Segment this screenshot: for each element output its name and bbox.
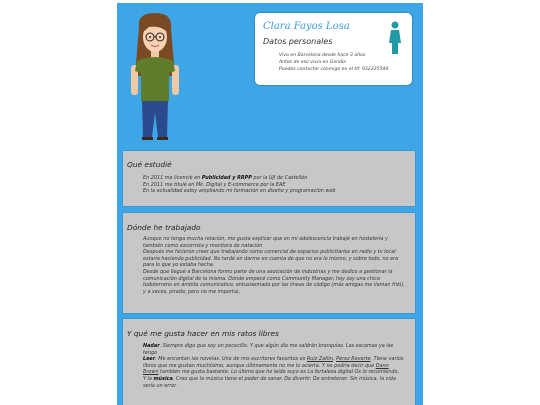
degree-name: Publicidad y RRPP [201, 175, 252, 181]
education-section [123, 151, 415, 206]
work-paragraph: Después me hicieron creer que trabajando como comercial de espacios publicitarios en radio y tv local estaría haciendo publicidad. No tardé en darme en cuenta de que no era lo mismo, y sobre todo, no era para lo que yo estaba hecha. [143, 249, 399, 269]
hobby-swim [143, 343, 405, 356]
work-section [123, 213, 415, 313]
avatar-illustration [123, 9, 187, 141]
hobbies-text [143, 343, 405, 389]
personal-line: Antes de eso vivía en Gandía [279, 59, 346, 65]
hobby-description: . Tiene varios libros que me gustan muchísimo, aunque últimamente no me lo acierta. Y no podría decir que [143, 356, 404, 369]
hobby-description: también me gusta bastante. Lo último que he leído suyo es La fortaleza digital Os lo recomiendo. [158, 369, 399, 376]
hobby-description: . Creo que la música tiene el poder de sanar. De divertir. De entretener. Sin música, la vida sería un error [143, 375, 396, 389]
education-title: Qué estudié [127, 160, 172, 169]
education-text [143, 175, 405, 195]
profile-page [117, 3, 423, 405]
education-line: En 2011 me titulé en Mk. Digital y E-commerce por la EAE [143, 181, 286, 188]
hobby-description: Y la [143, 375, 154, 382]
personal-data-title: Datos personales [263, 37, 333, 46]
author-link[interactable]: Ruiz Zafón [306, 356, 333, 363]
education-line [143, 175, 405, 182]
education-text-fragment: En 2011 me licencié en [143, 175, 202, 181]
hobby-description: . Siempre digo que soy un pececillo. Y que algún día me saldrán branquias. Las escamas ya las tengo [143, 343, 394, 356]
education-text-fragment: por la UJI de Castellón [251, 175, 308, 181]
hobbies-section [123, 319, 415, 405]
work-paragraph: Aunque no tenga mucha relación, me gusta explicar que en mi adolescencia trabajé en hostelería y también como socorrista y monitora de natación [143, 236, 388, 249]
work-title: Dónde he trabajado [127, 223, 201, 232]
personal-data-card [255, 13, 412, 85]
personal-data-list [279, 53, 388, 73]
work-text [143, 236, 405, 295]
hobby-label: Nadar [143, 343, 160, 349]
hobby-music [143, 376, 405, 389]
work-paragraph: Desde que llegué a Barcelona formo parte de una asociación de industrias y me dedico a gestionar la comunicación digital de la misma. Dónde empecé como Community Manager, hoy soy una chica todoterreno en ámbito comunicativo, entusiasmada por las líneas de código (más amigas me llaman friki), y a veces, pirada; pero no me importa). [143, 268, 405, 295]
hobby-description: , [333, 356, 337, 363]
hobby-label: Leer [143, 356, 156, 363]
personal-line: Puedes contactar conmigo en el tlf. 932225544 [279, 66, 389, 72]
education-line: En la actualidad estoy ampliando mi formación en diseño y programación web [143, 188, 336, 195]
author-link[interactable]: Pérez Reverte [336, 356, 371, 363]
personal-line: Vivo en Barcelona desde hace 3 años [279, 53, 366, 58]
author-link[interactable]: Dann Brown [143, 362, 389, 376]
hobby-description: . Me encantan las novelas. Uno de mis escritores favoritos es [155, 356, 307, 363]
hobbies-title: Y qué me gusta hacer en mis ratos libres [127, 329, 279, 338]
female-icon [388, 21, 402, 55]
profile-name: Clara Fayos Losa [263, 21, 350, 32]
hobby-read [143, 356, 405, 376]
hobby-label: música [153, 375, 173, 382]
